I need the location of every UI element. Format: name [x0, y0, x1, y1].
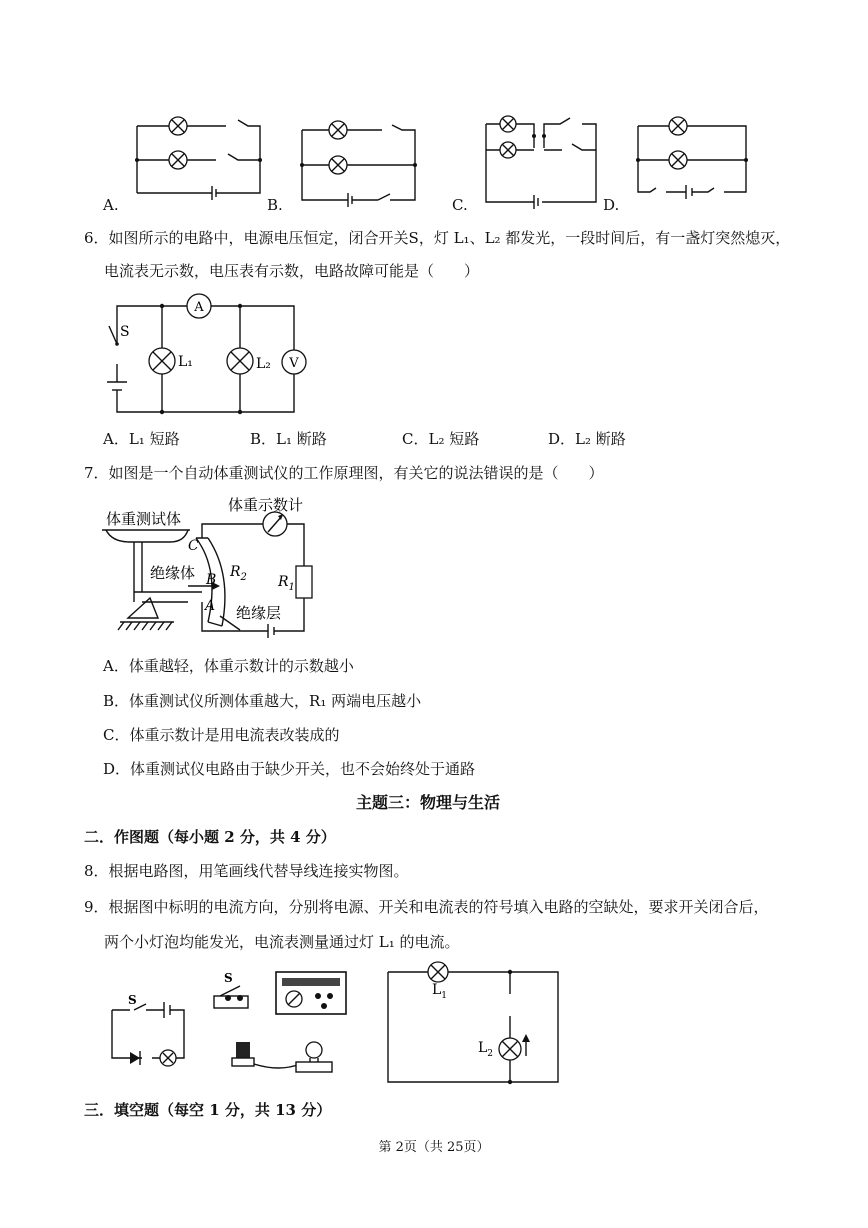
page-footer: 第 2页（共 25页） — [378, 1140, 490, 1155]
section3-title: 三．填空题（每空 1 分，共 13 分） — [84, 1101, 332, 1119]
r1-sub: 1 — [288, 582, 295, 593]
circuit-option-d — [636, 126, 751, 201]
q6-option-d[interactable]: D．L₂ 断路 — [548, 430, 626, 448]
q5-option-a[interactable]: A. — [103, 196, 119, 214]
q8-circuit-diagram — [108, 993, 188, 1066]
q8-stem: 8．根据电路图，用笔画线代替导线连接实物图。 — [84, 862, 409, 880]
svg-text:R1 — [277, 574, 295, 593]
q9-lamp1-sub: 1 — [441, 991, 448, 1001]
point-c-label: C — [188, 538, 199, 554]
q7-stem: 7．如图是一个自动体重测试仪的工作原理图，有关它的说法错误的是（ ） — [84, 464, 604, 482]
q7-option-b[interactable]: B．体重测试仪所测体重越大，R₁ 两端电压越小 — [103, 692, 422, 710]
q9-lamp1-label: L — [432, 982, 442, 998]
q6-option-b[interactable]: B．L₁ 断路 — [250, 430, 327, 448]
q5-option-d[interactable]: D. — [603, 196, 620, 214]
q9-circuit-figure — [386, 966, 566, 1091]
circuit-option-b — [300, 128, 420, 208]
r2-sub: 2 — [240, 572, 247, 583]
r2-label: R — [230, 564, 241, 580]
section2-title: 二．作图题（每小题 2 分，共 4 分） — [84, 828, 336, 846]
q6-stem-line2: 电流表无示数，电压表有示数，电路故障可能是（ ） — [104, 262, 480, 280]
q9-lamp2-sub: 2 — [487, 1049, 494, 1059]
theme3-title: 主题三：物理与生活 — [356, 793, 501, 812]
lamp1-label: L₁ — [178, 354, 193, 370]
lamp2-label: L₂ — [256, 356, 271, 372]
insulating-layer-label: 绝缘层 — [236, 604, 282, 622]
q6-circuit-figure — [110, 292, 320, 417]
svg-text:R2 — [229, 564, 247, 583]
q5-option-b[interactable]: B. — [267, 196, 283, 214]
r1-label: R — [278, 574, 289, 590]
circuit-option-a — [130, 118, 260, 198]
insulator-label: 绝缘体 — [150, 564, 196, 582]
svg-text:L2 — [478, 1040, 493, 1059]
q7-option-c[interactable]: C．体重示数计是用电流表改装成的 — [103, 726, 340, 744]
point-a-label: A — [205, 598, 216, 614]
scale-label: 体重测试体 — [106, 510, 182, 528]
switch-label: S — [120, 324, 130, 340]
q9-lamp2-label: L — [478, 1040, 488, 1056]
circuit-option-c — [484, 118, 604, 203]
q5-option-c[interactable]: C. — [452, 196, 468, 214]
meter-label: 体重示数计 — [228, 496, 304, 514]
q6-stem-line1: 6．如图所示的电路中，电源电压恒定，闭合开关S，灯 L₁、L₂ 都发光，一段时间后，有一盏灯突然熄灭， — [84, 229, 791, 247]
q7-option-d[interactable]: D．体重测试仪电路由于缺少开关，也不会始终处于通路 — [103, 760, 476, 778]
q7-option-a[interactable]: A．体重越轻，体重示数计的示数越小 — [103, 657, 354, 675]
q9-stem-line2: 两个小灯泡均能发光，电流表测量通过灯 L₁ 的电流。 — [104, 933, 460, 951]
q6-option-a[interactable]: A．L₁ 短路 — [103, 430, 180, 448]
q7-weight-scale-figure — [100, 494, 330, 644]
real-switch-label: S — [224, 971, 233, 985]
ammeter-label: A — [194, 300, 204, 315]
q8-switch-label: S — [128, 993, 137, 1007]
q6-option-c[interactable]: C．L₂ 短路 — [402, 430, 480, 448]
q8-physical-components — [210, 966, 360, 1086]
point-b-label: B — [206, 572, 217, 588]
q9-stem-line1: 9．根据图中标明的电流方向，分别将电源、开关和电流表的符号填入电路的空缺处，要求开关闭合后， — [84, 898, 769, 916]
svg-text:L1 — [432, 982, 447, 1001]
voltmeter-label: V — [289, 356, 299, 371]
